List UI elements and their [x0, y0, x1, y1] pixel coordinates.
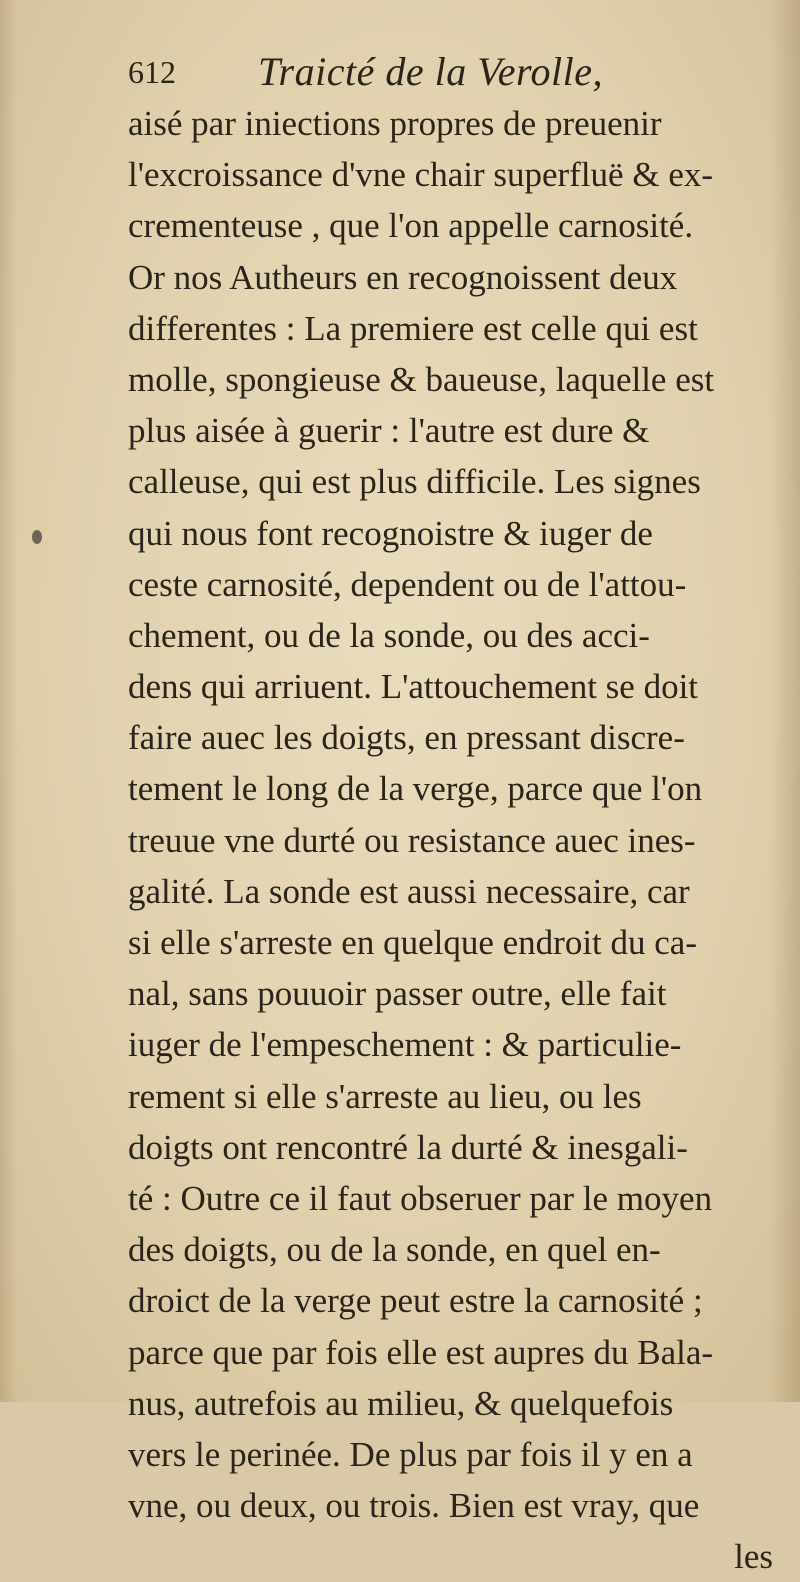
page-number: 612: [128, 54, 176, 90]
text-line: faire auec les doigts, en pressant discre-: [128, 718, 685, 758]
text-line: aisé par iniections propres de preuenir: [128, 104, 662, 143]
text-line: té : Outre ce il faut obseruer par le moyen: [128, 1178, 713, 1218]
text-line: calleuse, qui est plus difficile. Les signes: [128, 462, 701, 502]
text-line: nus, autrefois au milieu, & quelquefois: [128, 1383, 674, 1423]
page-header: [128, 48, 648, 100]
text-line: droict de la verge peut estre la carnosité ;: [128, 1281, 703, 1321]
gutter-shadow: [770, 0, 800, 1402]
text-line: vne, ou deux, ou trois. Bien est vray, que: [128, 1486, 700, 1526]
text-line: dens qui arriuent. L'attouchement se doit: [128, 667, 699, 707]
text-line: plus aisée à guerir : l'autre est dure &: [128, 411, 650, 451]
text-line: l'excroissance d'vne chair superfluë & ex-: [128, 155, 714, 195]
text-line: iuger de l'empeschement : & particulie-: [128, 1025, 682, 1065]
body-text: [128, 98, 773, 1582]
text-line: ceste carnosité, dependent ou de l'attou-: [128, 564, 687, 604]
ink-speck: [32, 530, 42, 544]
text-line: chement, ou de la sonde, ou des acci-: [128, 615, 650, 655]
text-line: des doigts, ou de la sonde, en quel en-: [128, 1230, 661, 1270]
text-line: tement le long de la verge, parce que l'on: [128, 769, 703, 809]
text-line: doigts ont rencontré la durté & inesgali-: [128, 1127, 688, 1167]
text-line: nal, sans pouuoir passer outre, elle fait: [128, 974, 667, 1014]
text-line: qui nous font recognoistre & iuger de: [128, 513, 653, 553]
text-line: treuue vne durté ou resistance auec ines-: [128, 820, 696, 860]
catchword: les: [734, 1537, 773, 1577]
page-edge-shadow: [0, 0, 18, 1402]
text-line: Or nos Autheurs en recognoissent deux: [128, 257, 678, 297]
text-line: crementeuse , que l'on appelle carnosité.: [128, 206, 694, 246]
text-line: galité. La sonde est aussi necessaire, car: [128, 871, 690, 911]
running-title: Traicté de la Verolle,: [258, 49, 604, 94]
text-line: rement si elle s'arreste au lieu, ou les: [128, 1076, 642, 1116]
text-line: parce que par fois elle est aupres du Bala-: [128, 1332, 714, 1372]
text-line: differentes : La premiere est celle qui est: [128, 308, 698, 348]
text-line: si elle s'arreste en quelque endroit du ca-: [128, 923, 697, 962]
text-line: molle, spongieuse & baueuse, laquelle est: [128, 359, 715, 399]
text-line: vers le perinée. De plus par fois il y en a: [128, 1434, 693, 1474]
